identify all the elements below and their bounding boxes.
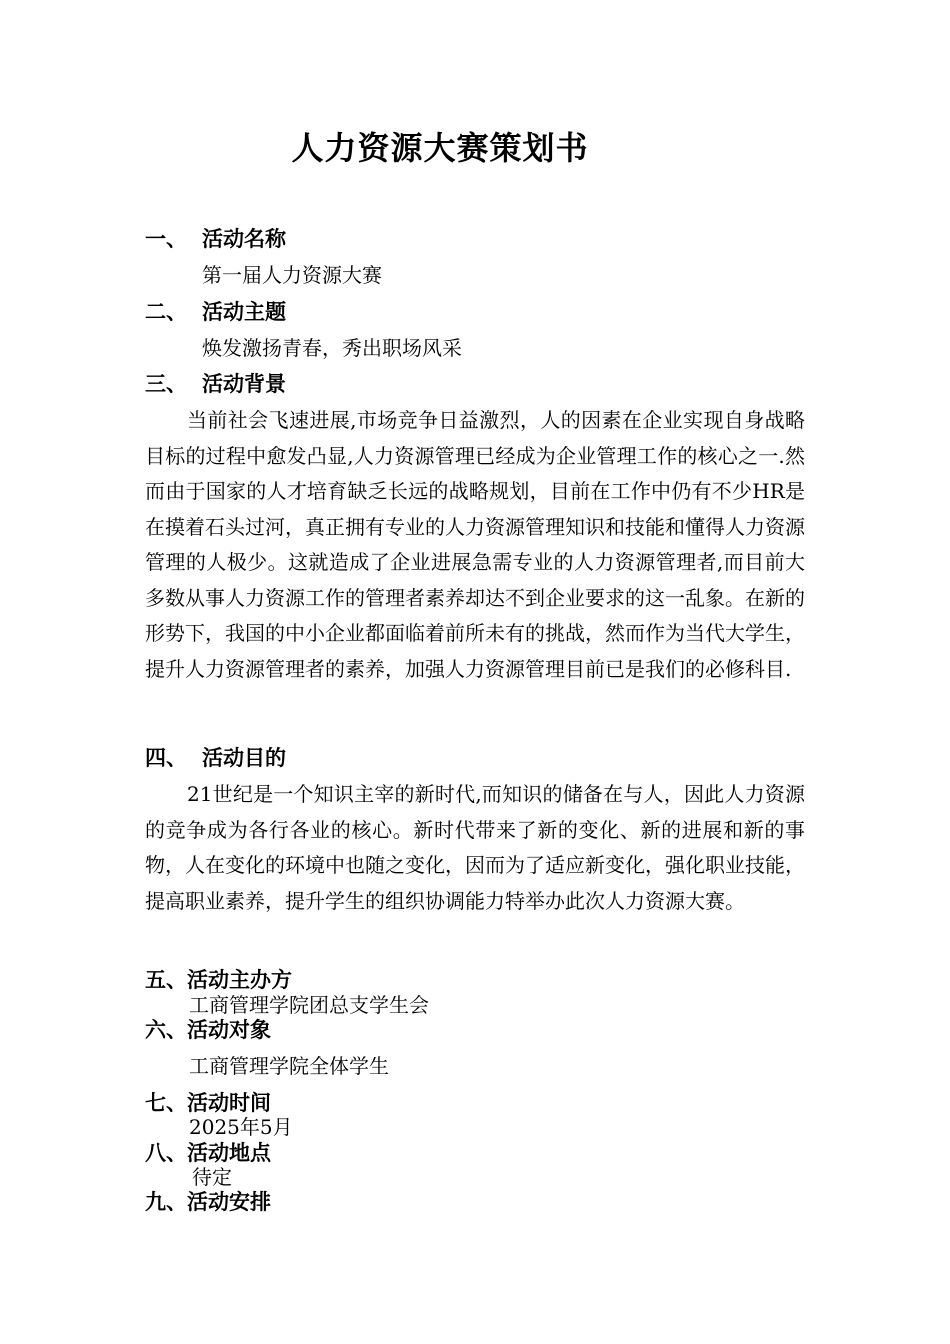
section-content-1: 第一届人力资源大赛: [202, 263, 382, 287]
section-heading-3: [145, 370, 286, 398]
section-number: 二、: [145, 300, 187, 324]
section-number: 八、: [145, 1141, 187, 1165]
section-content-5: 工商管理学院团总支学生会: [189, 993, 429, 1017]
section-title: 活动对象: [187, 1018, 271, 1042]
section-heading-9: [145, 1188, 271, 1216]
section-content-7: 2025年5月: [189, 1115, 293, 1139]
section-content-8: 待定: [192, 1165, 232, 1189]
section-heading-5: [145, 966, 292, 994]
section-content-6: 工商管理学院全体学生: [189, 1054, 389, 1078]
section-heading-2: [145, 298, 286, 326]
section-title: 活动安排: [187, 1190, 271, 1214]
document-title: 人力资源大赛策划书: [291, 129, 589, 167]
section-number: 一、: [145, 227, 187, 251]
section-content-3: 当前社会飞速进展,市场竞争日益激烈，人的因素在企业实现自身战略目标的过程中愈发凸显,人力资源管理已经成为企业管理工作的核心之一.然而由于国家的人才培育缺乏长远的战略规划，目前在工作中仍有不少HR是在摸着石头过河，真正拥有专业的人力资源管理知识和技能和懂得人力资源管理的人极少。这就造成了企业进展急需专业的人力资源管理者,而目前大多数从事人力资源工作的管理者素养却达不到企业要求的这一乱象。在新的形势下，我国的中小企业都面临着前所未有的挑战，然而作为当代大学生，提升人力资源管理者的素养，加强人力资源管理目前已是我们的必修科目.: [145, 408, 805, 681]
section-title: 活动地点: [187, 1141, 271, 1165]
section-title: 活动背景: [202, 372, 286, 396]
section-content-4: 21世纪是一个知识主宰的新时代,而知识的储备在与人，因此人力资源的竞争成为各行各业的核心。新时代带来了新的变化、新的进展和新的事物，人在变化的环境中也随之变化，因而为了适应新变化，强化职业技能，提高职业素养，提升学生的组织协调能力特举办此次人力资源大赛。: [145, 782, 805, 913]
section-title: 活动名称: [202, 227, 286, 251]
section-heading-1: [145, 225, 286, 253]
section-number: 五、: [145, 968, 187, 992]
section-title: 活动时间: [187, 1091, 271, 1115]
section-number: 三、: [145, 372, 187, 396]
section-title: 活动目的: [202, 746, 286, 770]
section-title: 活动主办方: [187, 968, 292, 992]
section-title: 活动主题: [202, 300, 286, 324]
section-heading-4: [145, 744, 286, 772]
section-heading-6: [145, 1016, 271, 1044]
section-number: 七、: [145, 1091, 187, 1115]
section-content-2: 焕发激扬青春，秀出职场风采: [202, 336, 462, 360]
section-number: 九、: [145, 1190, 187, 1214]
section-number: 六、: [145, 1018, 187, 1042]
section-number: 四、: [145, 746, 187, 770]
